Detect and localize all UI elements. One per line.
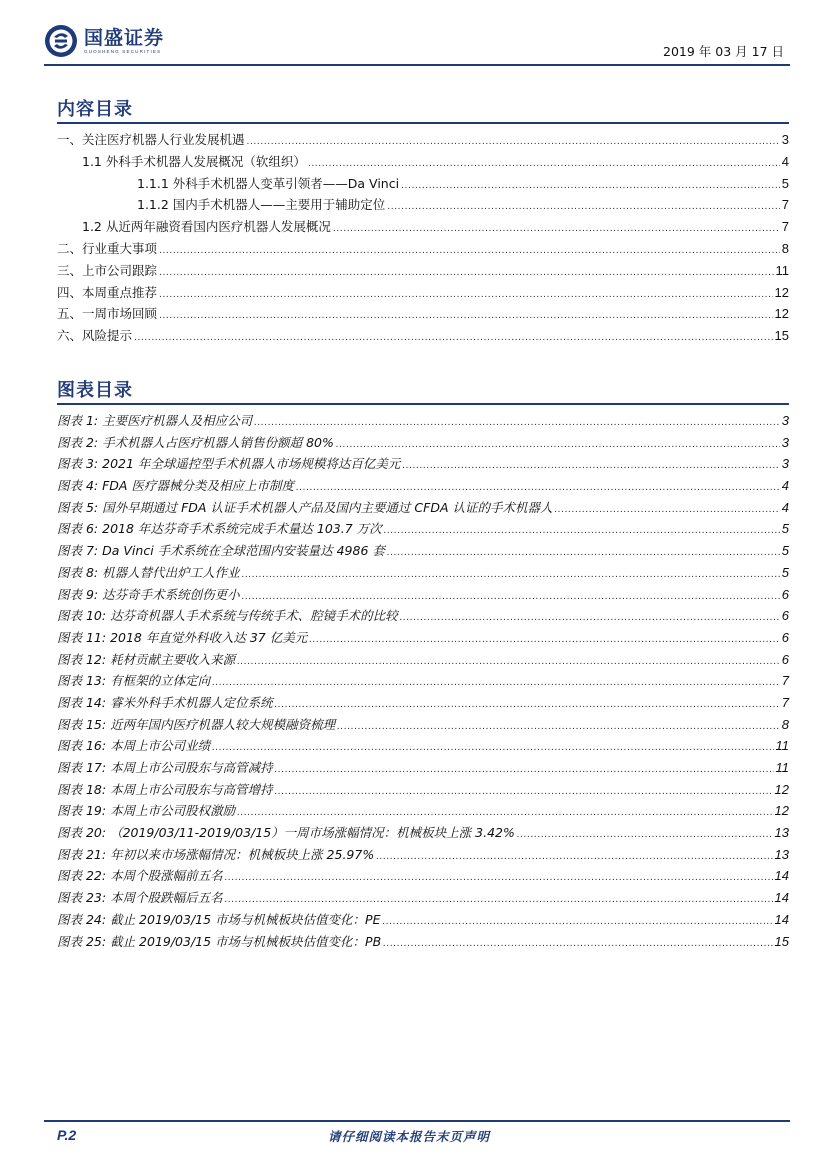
figure-entry[interactable] (57, 736, 789, 758)
dot-leader (517, 830, 773, 840)
contents-entry[interactable] (57, 217, 789, 239)
entry-title: 图表 25: 截止 2019/03/15 市场与机械板块估值变化：PB (57, 933, 382, 949)
entry-title: 图表 13: 有框架的立体定向 (57, 673, 211, 689)
dot-leader (225, 873, 773, 883)
entry-page-number: 8 (781, 240, 789, 256)
entry-title: 图表 10: 达芬奇机器人手术系统与传统手术、腔镜手术的比较 (57, 608, 398, 624)
figure-entry[interactable] (57, 519, 789, 541)
entry-title: 图表 14: 睿米外科手术机器人定位系统 (57, 694, 273, 710)
entry-title: 图表 9: 达芬奇手术系统创伤更小 (57, 586, 240, 602)
figure-entry[interactable] (57, 715, 789, 737)
dot-leader (275, 700, 780, 710)
entry-page-number: 3 (781, 413, 789, 428)
entry-page-number: 11 (775, 760, 789, 775)
dot-leader (400, 613, 780, 623)
figures-list (57, 411, 789, 953)
entry-page-number: 7 (781, 197, 789, 213)
figure-entry[interactable] (57, 411, 789, 433)
header-divider (44, 64, 790, 66)
entry-title: 图表 18: 本周上市公司股东与高管增持 (57, 781, 273, 797)
figure-entry[interactable] (57, 866, 789, 888)
entry-page-number: 4 (781, 478, 789, 494)
dot-leader (376, 852, 772, 862)
entry-page-number: 5 (781, 543, 789, 559)
figures-title-divider (57, 403, 789, 405)
brand-logo (44, 24, 164, 58)
entry-page-number: 12 (774, 284, 789, 300)
figure-entry[interactable] (57, 801, 789, 823)
contents-entry[interactable] (57, 195, 789, 217)
page-header (44, 22, 790, 62)
figure-entry[interactable] (57, 541, 789, 563)
entry-title: 图表 11: 2018 年直觉外科收入达 37 亿美元 (57, 629, 308, 645)
entry-page-number: 11 (775, 262, 789, 278)
entry-page-number: 8 (781, 716, 789, 732)
entry-page-number: 5 (781, 521, 789, 537)
entry-page-number: 13 (774, 846, 789, 862)
dot-leader (402, 461, 779, 471)
figure-entry[interactable] (57, 910, 789, 932)
contents-entry[interactable] (57, 261, 789, 283)
entry-title: 图表 12: 耗材贡献主要收入来源 (57, 651, 236, 667)
entry-page-number: 12 (774, 781, 789, 797)
figure-entry[interactable] (57, 563, 789, 585)
entry-title: 二、行业重大事项 (57, 240, 158, 256)
figure-entry[interactable] (57, 650, 789, 672)
entry-title: 六、风险提示 (57, 328, 133, 344)
contents-title: 内容目录 (57, 99, 133, 120)
entry-page-number: 3 (781, 132, 789, 147)
dot-leader (333, 224, 780, 234)
figure-entry[interactable] (57, 498, 789, 520)
entry-title: 图表 21: 年初以来市场涨幅情况：机械板块上涨 25.97% (57, 846, 375, 862)
entry-page-number: 6 (781, 651, 789, 667)
entry-title: 图表 8: 机器人替代出炉工人作业 (57, 564, 240, 580)
entry-title: 三、上市公司跟踪 (57, 262, 158, 278)
footer-divider (44, 1120, 790, 1122)
contents-entry[interactable] (57, 174, 789, 196)
entry-title: 五、一周市场回顾 (57, 306, 158, 322)
contents-entry[interactable] (57, 283, 789, 305)
dot-leader (383, 917, 773, 927)
dot-leader (387, 548, 780, 558)
contents-entry[interactable] (57, 326, 789, 348)
dot-leader (384, 526, 780, 536)
dot-leader (159, 290, 773, 300)
figure-entry[interactable] (57, 671, 789, 693)
dot-leader (337, 722, 780, 732)
entry-page-number: 7 (781, 219, 789, 235)
entry-title: 图表 23: 本周个股跌幅后五名 (57, 890, 223, 906)
entry-title: 图表 7: Da Vinci 手术系统在全球范围内安装量达 4986 套 (57, 543, 385, 559)
brand-logo-icon (44, 24, 78, 58)
page-number: P.2 (57, 1127, 77, 1143)
dot-leader (134, 333, 773, 343)
dot-leader (212, 678, 780, 688)
entry-page-number: 15 (774, 328, 789, 344)
figures-title: 图表目录 (57, 380, 133, 401)
figure-entry[interactable] (57, 888, 789, 910)
entry-title: 四、本周重点推荐 (57, 284, 158, 300)
dot-leader (309, 635, 780, 645)
entry-page-number: 12 (774, 306, 789, 322)
contents-entry[interactable] (57, 152, 789, 174)
dot-leader (159, 311, 773, 321)
figure-entry[interactable] (57, 585, 789, 607)
entry-page-number: 14 (774, 911, 789, 927)
entry-page-number: 6 (781, 608, 789, 624)
entry-title: 图表 1: 主要医疗机器人及相应公司 (57, 413, 253, 428)
entry-title: 图表 2: 手术机器人占医疗机器人销售份额超 80% (57, 434, 334, 450)
figure-entry[interactable] (57, 476, 789, 498)
figure-entry[interactable] (57, 628, 789, 650)
entry-page-number: 14 (774, 890, 789, 906)
entry-page-number: 3 (781, 456, 789, 472)
entry-page-number: 12 (774, 803, 789, 819)
entry-page-number: 4 (781, 153, 789, 169)
entry-title: 一、关注医疗机器人行业发展机遇 (57, 132, 245, 147)
entry-page-number: 4 (781, 499, 789, 515)
dot-leader (336, 440, 780, 450)
entry-title: 图表 16: 本周上市公司业绩 (57, 738, 211, 754)
figure-entry[interactable] (57, 758, 789, 780)
entry-page-number: 15 (774, 933, 789, 949)
figure-entry[interactable] (57, 454, 789, 476)
figure-entry[interactable] (57, 823, 789, 845)
entry-title: 图表 24: 截止 2019/03/15 市场与机械板块估值变化：PE (57, 911, 381, 927)
figure-entry[interactable] (57, 780, 789, 802)
entry-title: 1.1.2 国内手术机器人——主要用于辅助定位 (137, 197, 386, 213)
dot-leader (212, 743, 773, 753)
entry-page-number: 14 (774, 868, 789, 884)
entry-title: 图表 6: 2018 年达芬奇手术系统完成手术量达 103.7 万次 (57, 521, 382, 537)
dot-leader (247, 137, 780, 147)
figure-entry[interactable] (57, 606, 789, 628)
entry-title: 图表 19: 本周上市公司股权激励 (57, 803, 236, 819)
brand-name-en: GUOSHENG SECURITIES (84, 49, 162, 54)
entry-title: 图表 5: 国外早期通过 FDA 认证手术机器人产品及国内主要通过 CFDA 认证的手术机器人 (57, 499, 553, 515)
dot-leader (159, 246, 780, 256)
brand-name-cn: 国盛证券 (84, 27, 165, 49)
dot-leader (242, 570, 780, 580)
dot-leader (296, 483, 780, 493)
contents-title-divider (57, 122, 789, 124)
figure-entry[interactable] (57, 845, 789, 867)
entry-page-number: 5 (781, 175, 789, 191)
disclaimer-note: 请仔细阅读本报告末页声明 (328, 1129, 491, 1144)
entry-title: 图表 3: 2021 年全球遥控型手术机器人市场规模将达百亿美元 (57, 456, 401, 472)
entry-title: 图表 20: （2019/03/11-2019/03/15）一周市场涨幅情况：机械板块上涨 3.42% (57, 825, 515, 841)
dot-leader (237, 808, 772, 818)
entry-title: 图表 22: 本周个股涨幅前五名 (57, 868, 223, 884)
dot-leader (554, 505, 779, 515)
entry-page-number: 11 (775, 738, 789, 754)
entry-page-number: 3 (781, 434, 789, 450)
dot-leader (308, 159, 780, 169)
entry-page-number: 6 (781, 629, 789, 645)
entry-title: 图表 4: FDA 医疗器械分类及相应上市制度 (57, 478, 294, 494)
figure-entry[interactable] (57, 932, 789, 954)
entry-page-number: 6 (781, 586, 789, 602)
entry-page-number: 7 (781, 694, 789, 710)
entry-page-number: 5 (781, 564, 789, 580)
entry-title: 1.1 外科手术机器人发展概况（软组织） (82, 153, 306, 169)
entry-title: 1.1.1 外科手术机器人变革引领者——Da Vinci (137, 175, 400, 191)
dot-leader (383, 939, 772, 949)
entry-title: 图表 17: 本周上市公司股东与高管减持 (57, 760, 273, 775)
dot-leader (275, 787, 773, 797)
dot-leader (387, 202, 779, 212)
dot-leader (254, 418, 780, 428)
entry-page-number: 13 (774, 825, 789, 841)
dot-leader (225, 895, 773, 905)
figure-entry[interactable] (57, 693, 789, 715)
entry-title: 1.2 从近两年融资看国内医疗机器人发展概况 (82, 219, 331, 235)
contents-entry[interactable] (57, 304, 789, 326)
dot-leader (275, 765, 774, 775)
contents-entry[interactable] (57, 239, 789, 261)
entry-page-number: 7 (781, 673, 789, 689)
dot-leader (159, 268, 773, 278)
dot-leader (401, 181, 780, 191)
report-date: 2019 年 03 月 17 日 (663, 44, 784, 59)
entry-title: 图表 15: 近两年国内医疗机器人较大规模融资梳理 (57, 716, 336, 732)
figure-entry[interactable] (57, 433, 789, 455)
dot-leader (242, 592, 780, 602)
contents-entry[interactable] (57, 130, 789, 152)
dot-leader (237, 657, 780, 667)
contents-list (57, 130, 789, 348)
